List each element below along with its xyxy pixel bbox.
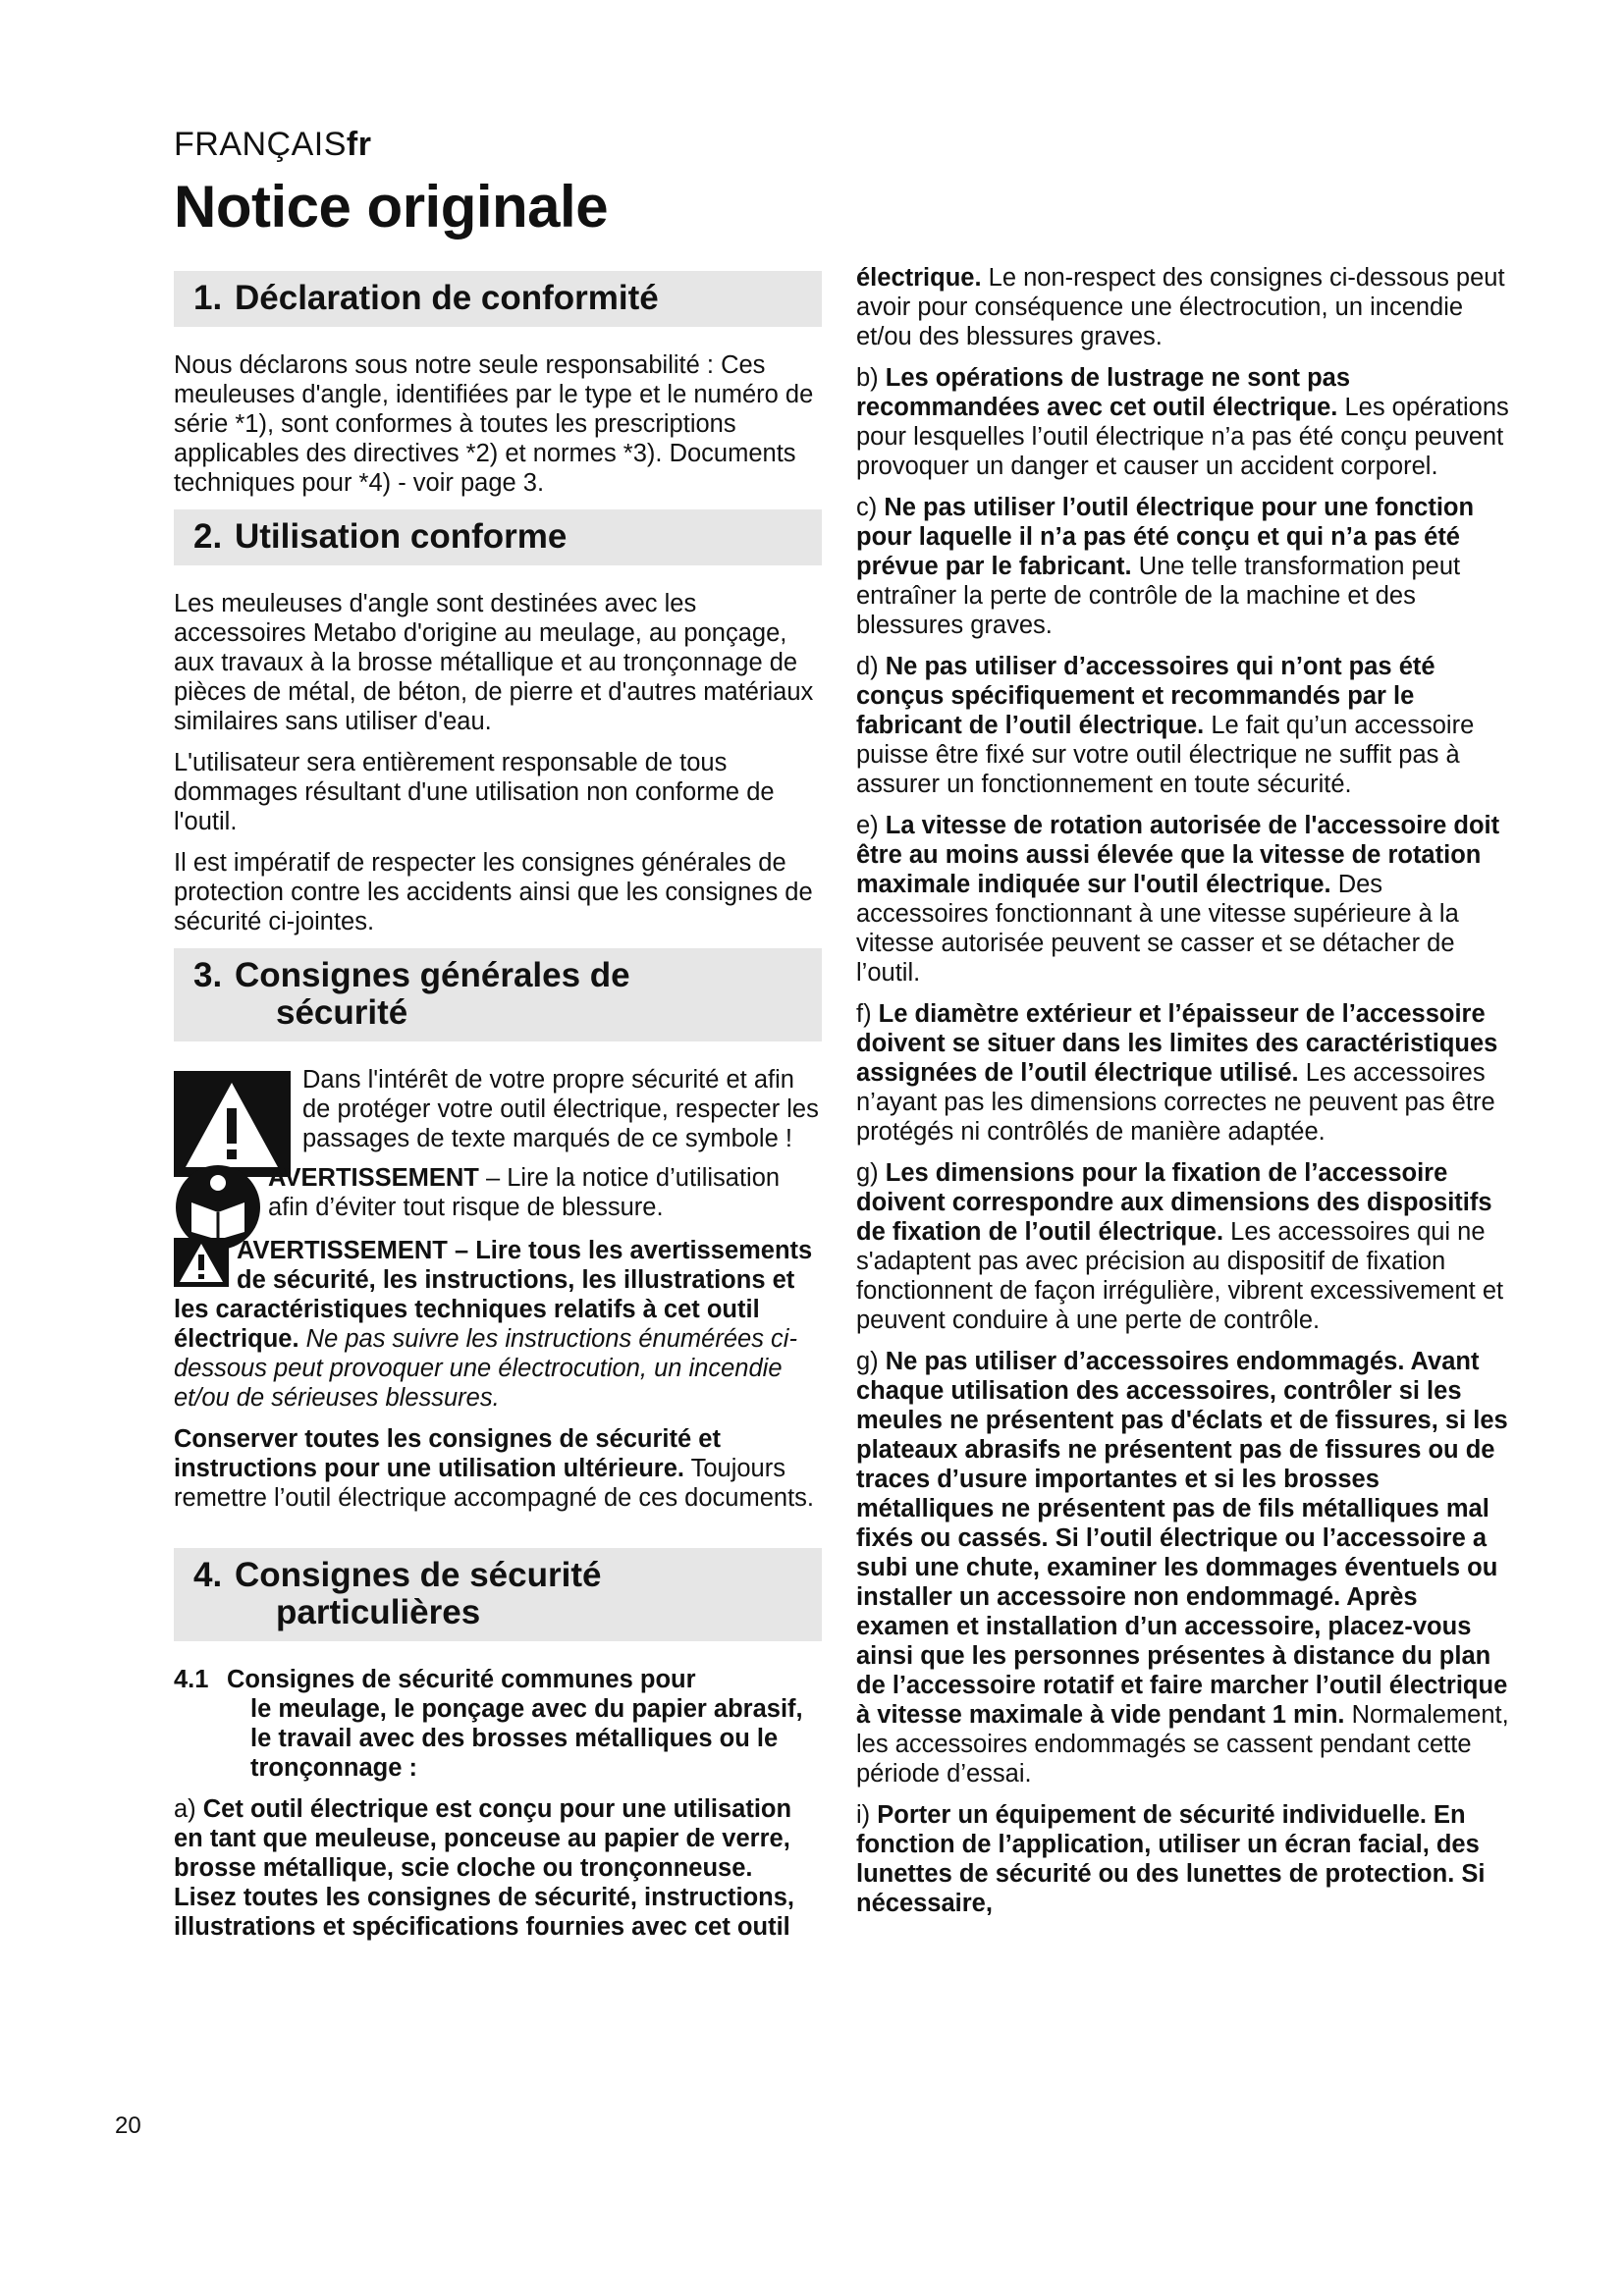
page-title: Notice originale xyxy=(174,174,609,240)
item-f: f) Le diamètre extérieur et l’épaisseur de l’accessoire doivent se situer dans les limites des caractéristiques assignées de l’outil électrique utilisé. Les accessoires n’ayant pas les dimensions correctes ne peuvent pas être protégés ni contrôlés de manière adaptée. xyxy=(856,1000,1498,1146)
left-column xyxy=(174,263,822,1953)
section-4-heading: 4. Consignes de sécurité particulières xyxy=(174,1548,822,1641)
keep-instructions-paragraph: Conserver toutes les consignes de sécurité et instructions pour une utilisation ultérieure. Toujours remettre l’outil électrique accompagné de ces documents. xyxy=(174,1425,815,1512)
item-a-continued: électrique. Le non-respect des consignes ci-dessous peut avoir pour conséquence une électrocution, un incendie et/ou des blessures graves. xyxy=(856,264,1505,350)
item-d: d) Ne pas utiliser d’accessoires qui n’ont pas été conçus spécifiquement et recommandés par le fabricant de l’outil électrique. Le fait qu’un accessoire puisse être fixé sur votre outil électrique ne suffit pas à assurer un fonctionnement en toute sécurité. xyxy=(856,653,1475,798)
usage-paragraph-2: L'utilisateur sera entièrement responsable de tous dommages résultant d'une utilisation non conforme de l'outil. xyxy=(174,749,775,835)
item-b: b) Les opérations de lustrage ne sont pas recommandées avec cet outil électrique. Les opérations pour lesquelles l’outil électrique n’a pas été conçu peuvent provoquer un danger et causer un accident corporel. xyxy=(856,364,1509,480)
subsection-4-1-heading: 4.1 Consignes de sécurité communes pour le meulage, le ponçage avec du papier abrasif, le travail avec des brosses métalliques ou le tronçonnage : xyxy=(174,1666,803,1782)
read-manual-note: AVERTISSEMENT – Lire la notice d’utilisation afin d’éviter tout risque de blessure. xyxy=(174,1163,822,1222)
symbol-note: Dans l'intérêt de votre propre sécurité et afin de protéger votre outil électrique, respecter les passages de texte marqués de ce symbole ! xyxy=(174,1065,822,1153)
item-a: a) Cet outil électrique est conçu pour une utilisation en tant que meuleuse, ponceuse au papier de verre, brosse métallique, scie cloche ou tronçonneuse. Lisez toutes les consignes de sécurité, instructions, illustrations et spécifications fournies avec cet outil xyxy=(174,1795,795,1941)
usage-paragraph-3: Il est impératif de respecter les consignes générales de protection contre les accidents ainsi que les consignes de sécurité ci-jointes. xyxy=(174,849,813,935)
section-2-heading: 2. Utilisation conforme xyxy=(174,509,822,565)
section-1-heading: 1. Déclaration de conformité xyxy=(174,271,822,327)
usage-paragraph-1: Les meuleuses d'angle sont destinées avec les accessoires Metabo d'origine au meulage, au ponçage, aux travaux à la brosse métallique et au tronçonnage de pièces de métal, de béton, de pierre et d'autres matériaux similaires sans utiliser d'eau. xyxy=(174,590,814,735)
small-warning-icon xyxy=(174,1238,229,1294)
item-c: c) Ne pas utiliser l’outil électrique pour une fonction pour laquelle il n’a pas été conçu et qui n’a pas été prévue par le fabricant. Une telle transformation peut entraîner la perte de contrôle de la machine et des blessures graves. xyxy=(856,494,1475,639)
warning-paragraph: AVERTISSEMENT – Lire tous les avertissements de sécurité, les instructions, les illustrations et les caractéristiques techniques relatifs à cet outil électrique. Ne pas suivre les instructions énumérées ci-dessous peut provoquer une électrocution, un incendie et/ou de sérieuses blessures. xyxy=(174,1237,813,1412)
section-3-heading: 3. Consignes générales de sécurité xyxy=(174,948,822,1041)
page-number: 20 xyxy=(115,2112,141,2139)
item-i: i) Porter un équipement de sécurité individuelle. En fonction de l’application, utiliser un écran facial, des lunettes de sécurité ou des lunettes de protection. Si nécessaire, xyxy=(856,1801,1486,1917)
item-g-2: g) Ne pas utiliser d’accessoires endommagés. Avant chaque utilisation des accessoires, contrôler si les meules ne présentent pas d'éclats et de fissures, si les plateaux abrasifs ne présentent pas de fissures ou de traces d’usure importantes et si les brosses métalliques ne présentent pas de fils métalliques mal fixés ou cassés. Si l’outil électrique ou l’accessoire a subi une chute, examiner les dommages éventuels ou installer un accessoire non endommagé. Après examen et installation d’un accessoire, placez-vous ainsi que les personnes présentes à distance du plan de l’accessoire rotatif et faire marcher l’outil électrique à vitesse maximale à vide pendant 1 min. Normalement, les accessoires endommagés se cassent pendant cette période d’essai. xyxy=(856,1348,1509,1788)
item-e: e) La vitesse de rotation autorisée de l'accessoire doit être au moins aussi élevée que la vitesse de rotation maximale indiquée sur l'outil électrique. Des accessoires fonctionnant à une vitesse supérieure à la vitesse autorisée peuvent se casser et se détacher de l’outil. xyxy=(856,812,1500,987)
item-g: g) Les dimensions pour la fixation de l’accessoire doivent correspondre aux dimensions des dispositifs de fixation de l’outil électrique. Les accessoires qui ne s'adaptent pas avec précision au dispositif de fixation fonctionnent de façon irrégulière, vibrent excessivement et peuvent conduire à une perte de contrôle. xyxy=(856,1159,1504,1334)
conformity-paragraph: Nous déclarons sous notre seule responsabilité : Ces meuleuses d'angle, identifiées par le type et le numéro de série *1), sont conformes à toutes les prescriptions applicables des directives *2) et normes *3). Documents techniques pour *4) - voir page 3. xyxy=(174,351,814,497)
language-code: fr xyxy=(346,126,372,163)
right-column xyxy=(856,263,1512,1930)
language-label: FRANÇAISfr xyxy=(174,126,372,163)
